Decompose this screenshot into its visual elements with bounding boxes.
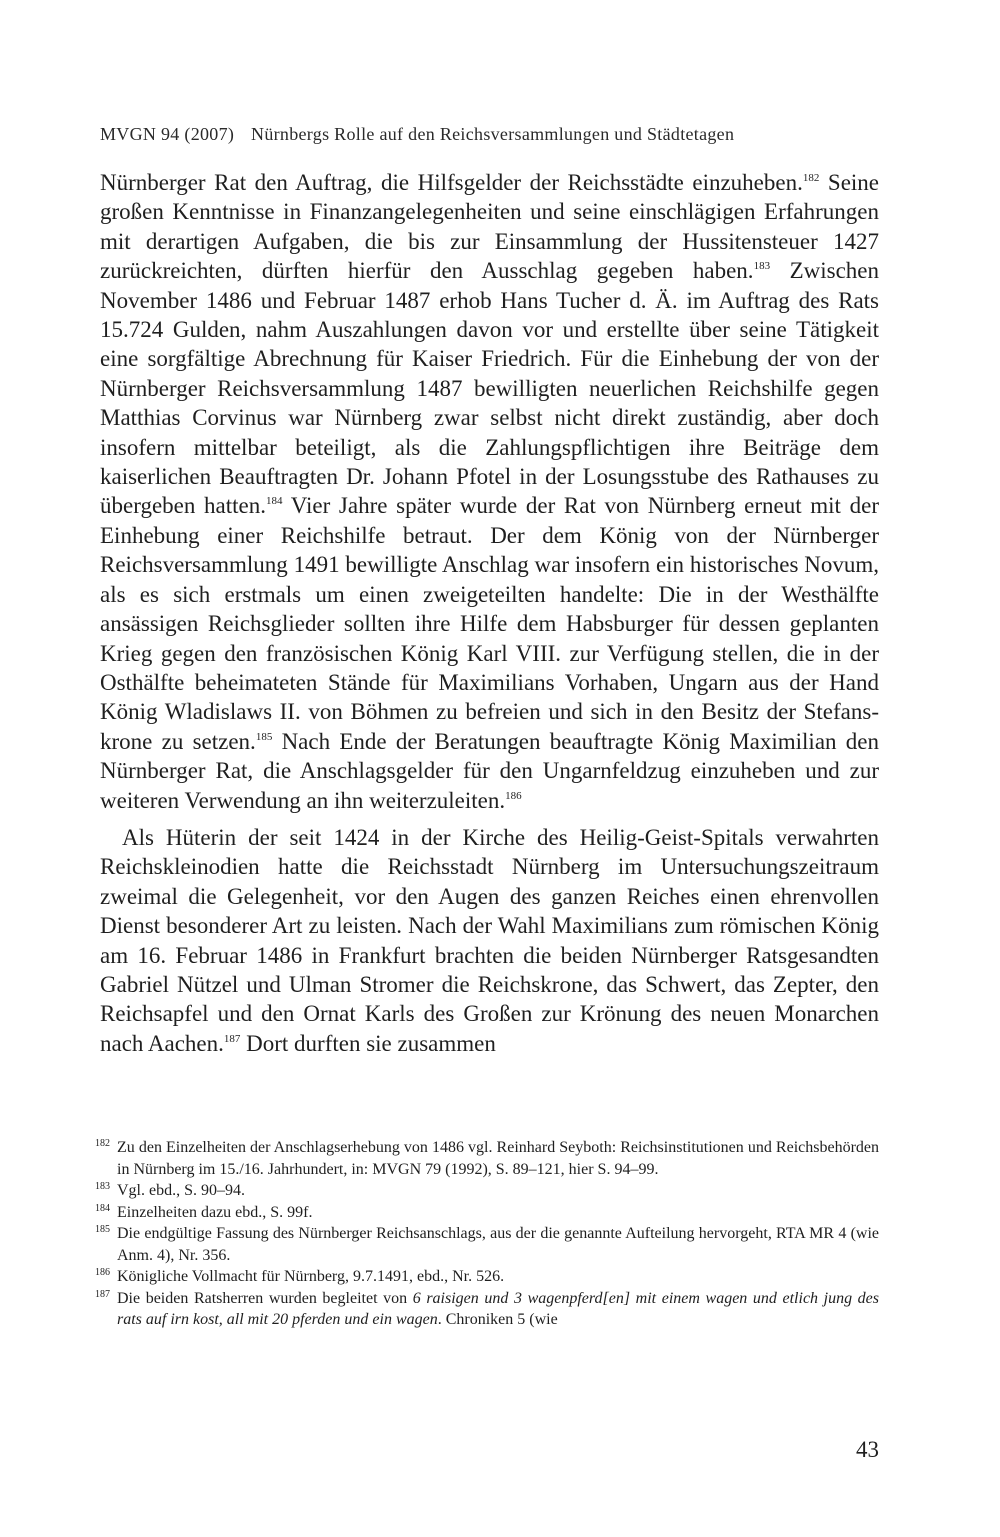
footnote-number: 187 xyxy=(95,1288,110,1300)
text-run: Seine großen Kenntnisse in Finanzangelegenheiten und seine einschlägigen Erfahrungen mit derartigen Aufgaben, die bis zur Einsammlung der Hussitensteuer 1427 zurückreichten, dürften hierfür den Ausschlag gegeben haben. xyxy=(100,170,879,284)
text-run: Die beiden Ratsherren wurden begleitet von xyxy=(117,1289,413,1307)
footnote-number: 186 xyxy=(95,1267,110,1278)
footnote-marker: 183 xyxy=(753,260,771,273)
footnotes xyxy=(95,1137,880,1331)
footnote-marker: 182 xyxy=(802,172,820,184)
page-number: 43 xyxy=(856,1437,879,1462)
footnote-marker: 184 xyxy=(266,495,283,508)
text-run: Vier Jahre später wurde der Rat von Nürnberg erneut mit der Einhebung einer Reichshilfe betraut. Der dem König von der Nürnberger Reichsversammlung 1491 bewilligte Anschlag war insofern ein historisches Novum, als es sich erstmals um einen zweigeteilten handelte: Die in der Westhälfte ansässigen Reichsglieder sollten ihre Hilfe dem Habsburger für dessen geplanten Krieg gegen den französischen König Karl VIII. zur Verfügung stellen, die in der Osthälfte beheimateten Stände für Maximilians Vorhaben, Ungarn aus der Hand König Wladislaws II. von Böhmen zu befreien und sich in den Besitz der Stefanskrone zu setzen. xyxy=(100,493,879,754)
paragraph-1 xyxy=(100,168,879,815)
footnote-number: 182 xyxy=(95,1138,110,1149)
text-run: . Chroniken 5 (wie xyxy=(437,1311,558,1328)
text-run: Königliche Vollmacht für Nürnberg, 9.7.1491, ebd., Nr. 526. xyxy=(117,1268,505,1285)
journal-reference: MVGN 94 (2007) xyxy=(100,124,235,144)
footnote-number: 183 xyxy=(95,1181,110,1192)
paragraph-2 xyxy=(100,823,879,1058)
footnote xyxy=(95,1266,879,1288)
text-run: Nürnberger Rat den Auftrag, die Hilfsgelder der Reichsstädte einzuheben. xyxy=(100,170,803,195)
text-run: Dort durften sie zusammen xyxy=(240,1030,496,1056)
quoted-source-text: 6 raisigen und 3 wagenpferd[en] mit einem wagen und etlich jung des rats auf irn kost, all mit 20 pferden und ein wagen xyxy=(117,1289,880,1328)
running-title: Nürnbergs Rolle auf den Reichsversammlungen und Städtetagen xyxy=(251,124,735,144)
running-head xyxy=(100,124,734,145)
footnote-marker: 186 xyxy=(505,789,522,802)
footnote xyxy=(95,1202,879,1224)
footnote xyxy=(95,1137,879,1180)
body-text xyxy=(100,168,879,1058)
text-run: Vgl. ebd., S. 90–94. xyxy=(117,1182,245,1199)
text-run: Zu den Einzelheiten der Anschlagserhebung von 1486 vgl. Reinhard Seyboth: Reichsinstitutionen und Reichsbehörden in Nürnberg im 15./16. Jahrhundert, in: MVGN 79 (1992), S. 89–121, hier S. 94–99. xyxy=(117,1139,879,1178)
text-run: Die endgültige Fassung des Nürnberger Reichsanschlags, aus der die genannte Aufteilung hervorgeht, RTA MR 4 (wie Anm. 4), Nr. 356. xyxy=(117,1225,879,1264)
text-run: Nach Ende der Beratungen beauftragte König Maximilian den Nürnberger Rat, die Anschlagsgelder für den Ungarnfeldzug einzuheben und zur weiteren Verwendung an ihn weiterzuleiten. xyxy=(100,728,879,813)
footnote xyxy=(95,1288,880,1331)
text-run: Als Hüterin der seit 1424 in der Kirche des Heilig-Geist-Spitals verwahrten Reichskleinodien hatte die Reichsstadt Nürnberg im Untersuchungszeitraum zweimal die Gelegenheit, vor den Augen des ganzen Reiches einen ehrenvollen Dienst besonderer Art zu leisten. Nach der Wahl Maximilians zum römischen König am 16. Februar 1486 in Frankfurt brachten die beiden Nürnberger Ratsgesandten Gabriel Nützel und Ulman Stromer die Reichskrone, das Schwert, das Zepter, den Reichsapfel und den Ornat Karls des Großen zur Krönung des neuen Monarchen nach Aachen. xyxy=(100,824,879,1056)
footnote-number: 185 xyxy=(95,1224,110,1235)
footnote xyxy=(95,1180,879,1202)
footnote-number: 184 xyxy=(95,1202,110,1214)
footnote xyxy=(95,1223,879,1266)
text-run: Einzelheiten dazu ebd., S. 99f. xyxy=(117,1203,313,1221)
footnote-marker: 185 xyxy=(255,730,273,743)
footnote-marker: 187 xyxy=(223,1032,241,1045)
text-run: Zwischen November 1486 und Februar 1487 erhob Hans Tucher d. Ä. im Auftrag des Rats 15.724 Gulden, nahm Auszahlungen davon vor und erstellte über seine Tätigkeit eine sorgfältige Abrechnung für Kaiser Friedrich. Für die Einhebung der von der Nürnberger Reichsversammlung 1487 bewilligten neuerlichen Reichshilfe gegen Matthias Corvinus war Nürnberg zwar selbst nicht direkt zuständig, aber doch insofern mittelbar beteiligt, als die Zahlungspflichtigen ihre Beiträge dem kaiserlichen Beauftragten Dr. Johann Pfotel in der Losungsstube des Rathauses zu übergeben hatten. xyxy=(100,258,879,519)
